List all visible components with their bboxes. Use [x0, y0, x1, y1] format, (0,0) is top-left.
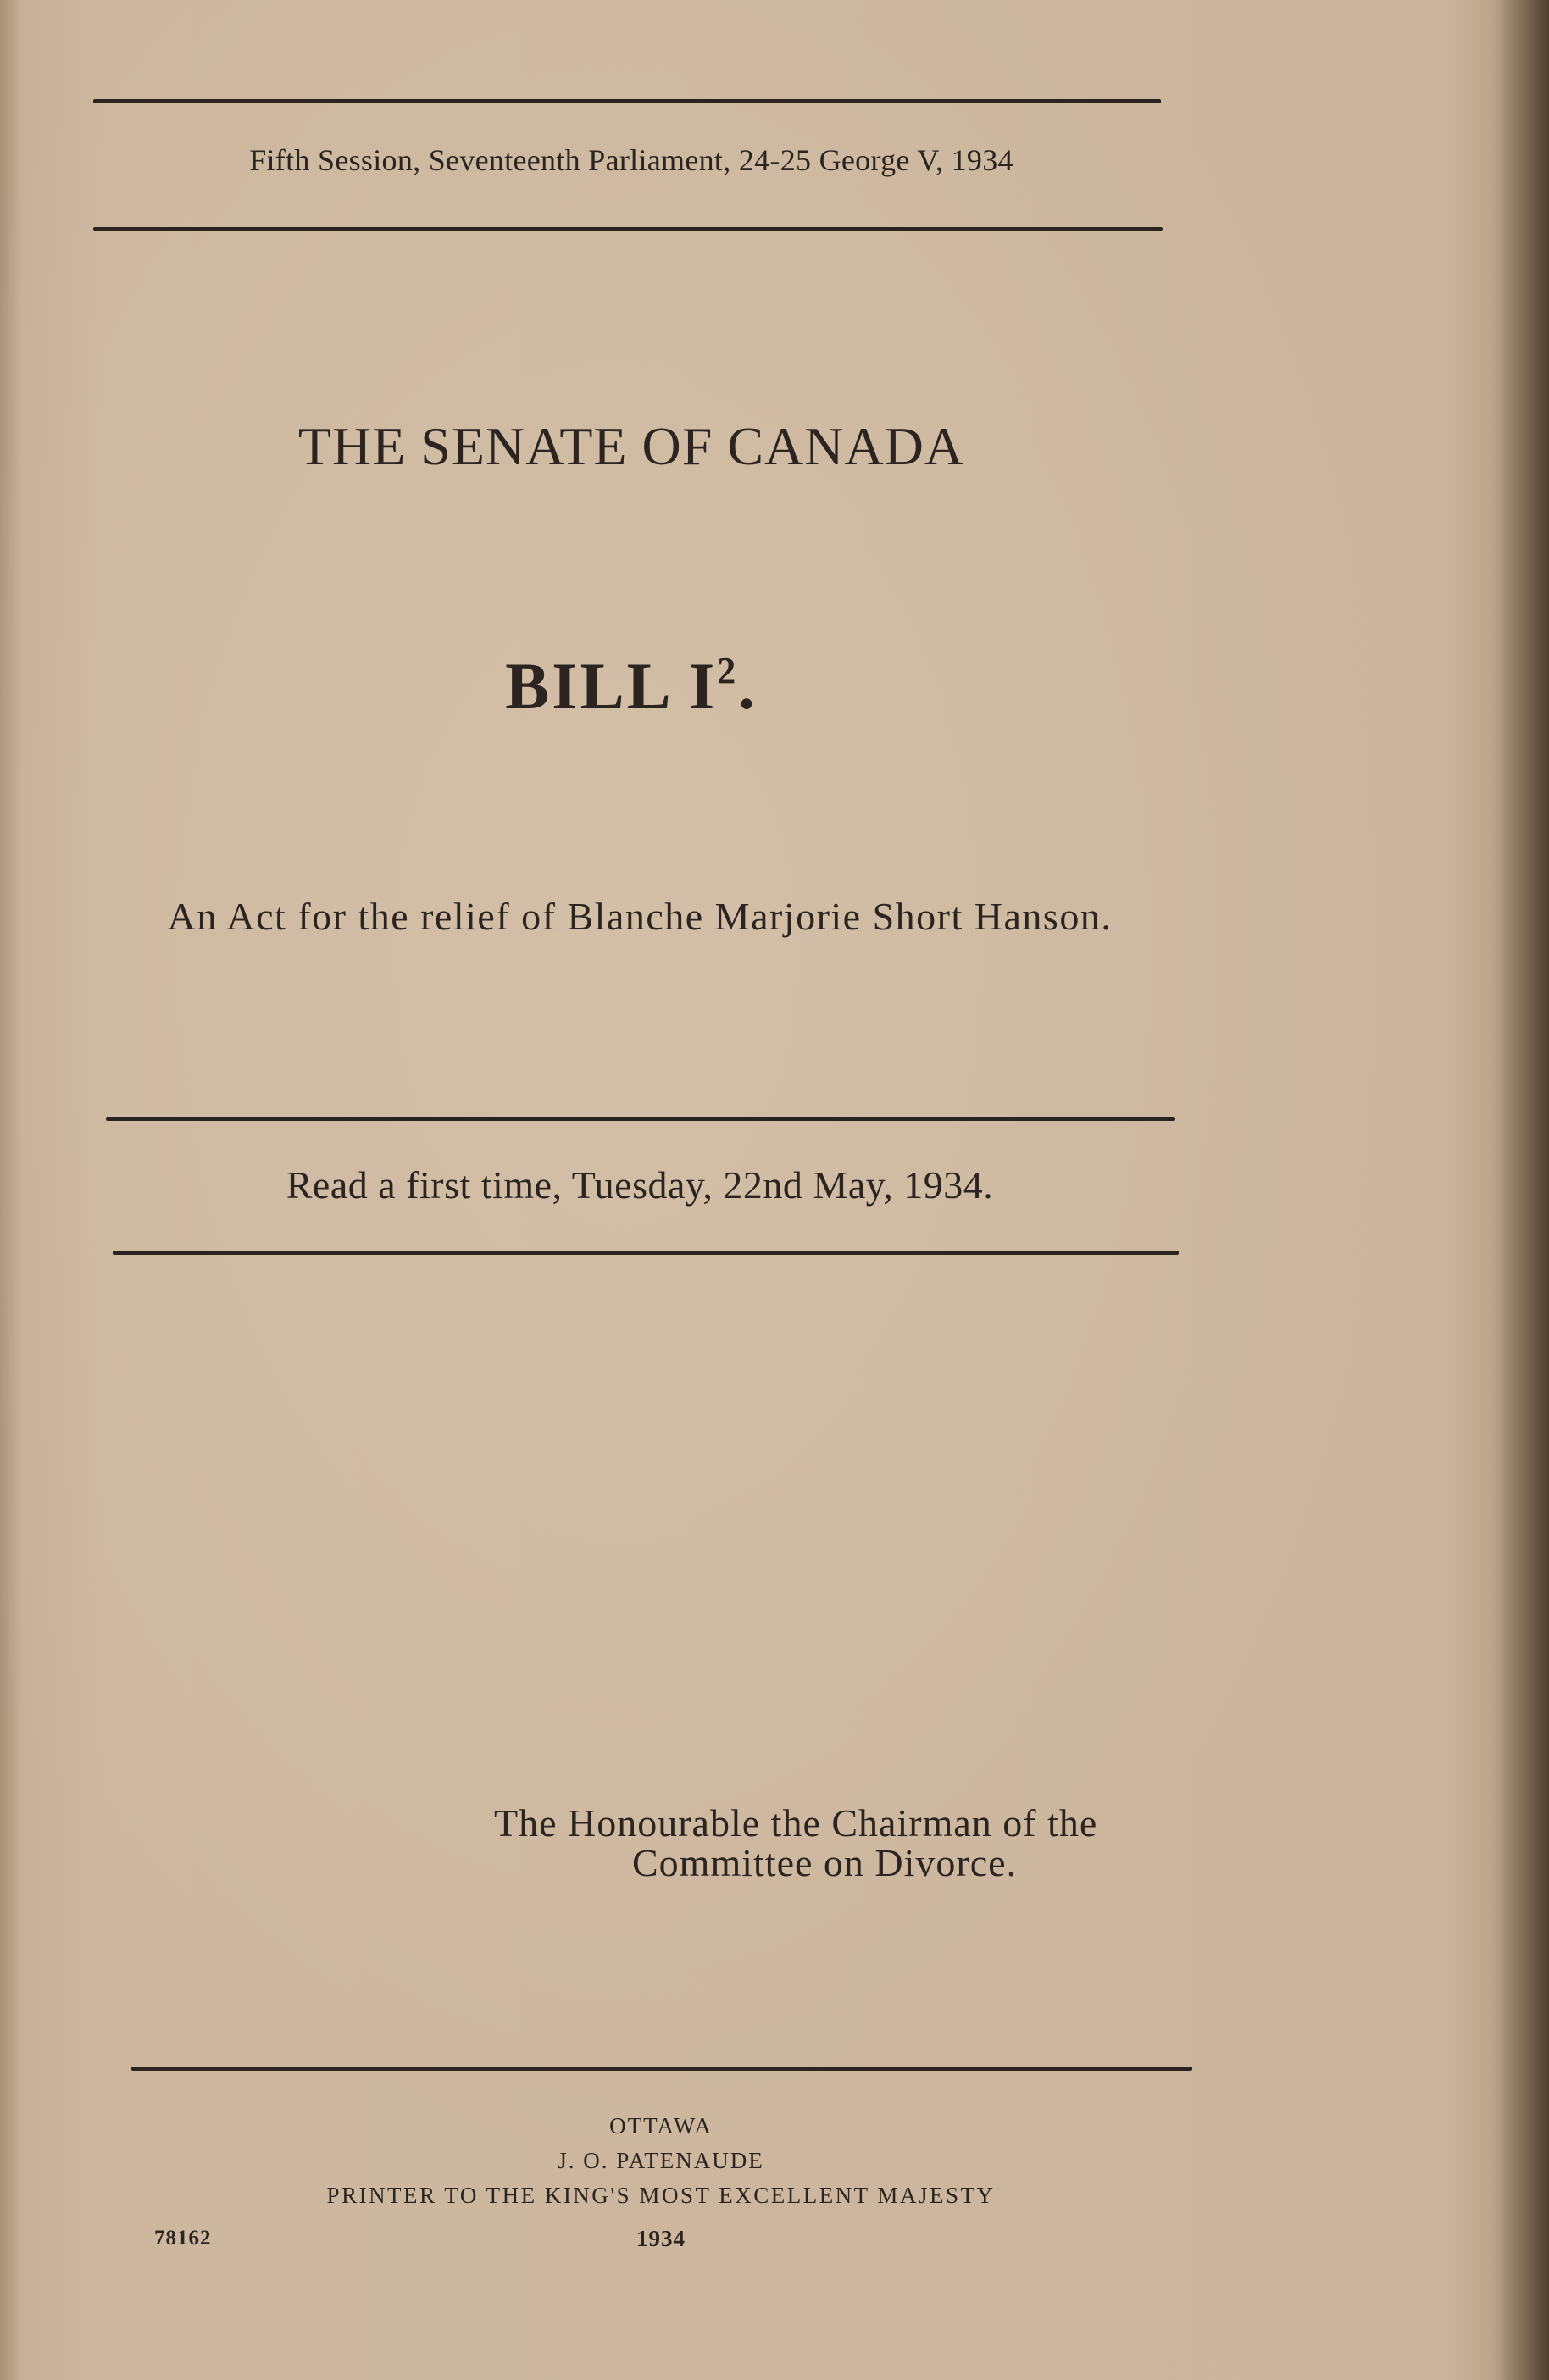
- bill-superscript: 2: [717, 650, 739, 691]
- sponsor-line-2: Committee on Divorce.: [632, 1841, 1018, 1884]
- middle-rule-upper: [106, 1117, 1175, 1121]
- top-rule-lower: [93, 227, 1163, 231]
- imprint-year: 1934: [636, 2226, 686, 2251]
- session-header: Fifth Session, Seventeenth Parliament, 24-25 George V, 1934: [249, 143, 1013, 177]
- page-edge-shadow: [1498, 0, 1549, 2380]
- bill-number: [0, 648, 1263, 724]
- senate-title: THE SENATE OF CANADA: [297, 416, 965, 476]
- imprint-printer-title: PRINTER TO THE KING'S MOST EXCELLENT MAJESTY: [326, 2183, 996, 2208]
- imprint-city: OTTAWA: [609, 2113, 713, 2139]
- bill-main: BILL I: [505, 649, 718, 723]
- bottom-rule: [131, 2067, 1192, 2071]
- bill-suffix: .: [738, 649, 758, 723]
- imprint-printer-name: J. O. PATENAUDE: [558, 2148, 764, 2173]
- reading-date: Read a first time, Tuesday, 22nd May, 1934.: [286, 1163, 994, 1207]
- sponsor-line-1: The Honourable the Chairman of the: [494, 1801, 1098, 1845]
- middle-rule-lower: [113, 1251, 1179, 1255]
- print-code: 78162: [154, 2227, 212, 2250]
- top-rule-upper: [93, 99, 1161, 103]
- act-description: An Act for the relief of Blanche Marjorie Short Hanson.: [167, 895, 1113, 938]
